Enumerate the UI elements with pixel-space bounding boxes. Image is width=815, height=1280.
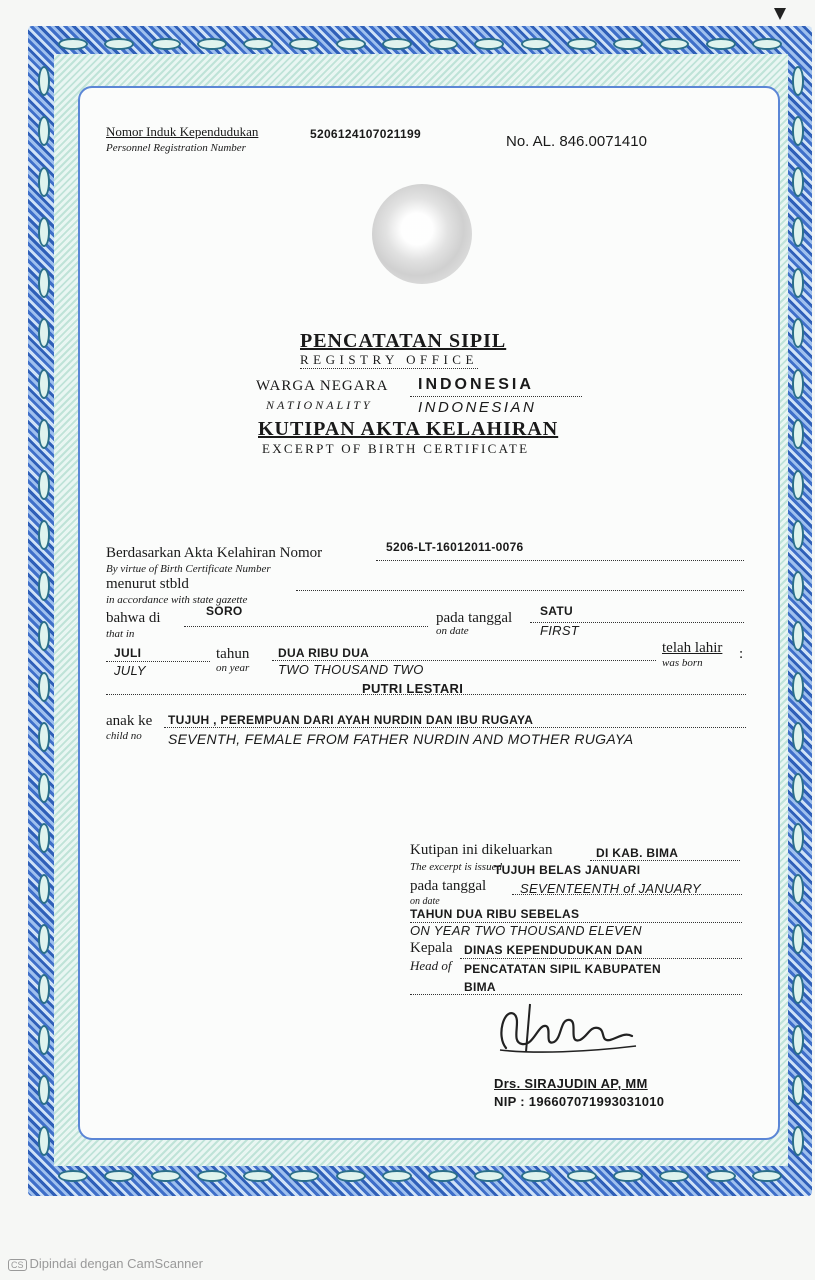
issued-sub-label: The excerpt is issued [410,861,502,873]
year-value: DUA RIBU DUA [278,646,370,660]
office-title: PENCATATAN SIPIL [300,330,507,352]
date-value: SATU [540,604,573,618]
issued-date-label: pada tanggal [410,878,487,894]
issued-year-value: TAHUN DUA RIBU SEBELAS [410,907,580,921]
head-value-line3: BIMA [464,980,496,994]
issued-label: Kutipan ini dikeluarkan [410,842,553,858]
certificate-number: No. AL. 846.0071410 [506,133,647,150]
nationality-value: INDONESIA [418,376,534,393]
office-title-en: REGISTRY OFFICE [300,352,478,367]
date-label: pada tanggal [436,610,513,626]
head-sub-label: Head of [410,958,452,973]
stbld-dotline [296,590,744,591]
place-dotline [184,626,428,627]
child-no-label: anak ke [106,713,153,729]
scanner-text: Dipindai dengan CamScanner [29,1256,203,1271]
child-name: PUTRI LESTARI [362,681,464,696]
head-label: Kepala [410,940,453,956]
document-title-en: EXCERPT OF BIRTH CERTIFICATE [262,441,530,456]
basis-sub-label: By virtue of Birth Certificate Number [106,563,271,575]
head-dotline-2 [410,994,742,995]
head-value-line1: DINAS KEPENDUDUKAN DAN [464,943,643,957]
basis-label: Berdasarkan Akta Kelahiran Nomor [106,545,323,561]
issued-date-value-en: SEVENTEENTH of JANUARY [520,881,701,896]
year-value-en: TWO THOUSAND TWO [278,662,424,677]
corner-mark [774,8,786,20]
nationality-dotline [410,396,582,397]
border-ornament-bottom [58,1170,782,1182]
embossed-seal [372,184,472,284]
month-value-en: JULY [114,663,146,678]
year-dotline [272,660,656,661]
basis-dotline [376,560,744,561]
month-dotline [106,661,210,662]
nik-sub-label: Personnel Registration Number [106,142,246,154]
place-value: SORO [206,604,243,618]
border-ornament-top [58,38,782,50]
scanner-watermark [8,1256,203,1271]
child-no-sub-label: child no [106,730,142,742]
child-no-value-en: SEVENTH, FEMALE FROM FATHER NURDIN AND MOTHER RUGAYA [168,731,634,747]
issued-year-value-en: ON YEAR TWO THOUSAND ELEVEN [410,923,642,938]
nik-value: 5206124107021199 [310,127,421,141]
document-title: KUTIPAN AKTA KELAHIRAN [258,418,559,440]
year-sub-label: on year [216,662,250,674]
nik-label: Nomor Induk Kependudukan [106,124,259,139]
month-value: JULI [114,646,142,660]
basis-value: 5206-LT-16012011-0076 [386,540,524,554]
signature [486,996,646,1066]
nationality-label: WARGA NEGARA [256,378,389,394]
stbld-sub-label: in accordance with state gazette [106,594,248,606]
nationality-label-en: NATIONALITY [266,398,373,412]
place-label: bahwa di [106,610,161,626]
child-no-value: TUJUH , PEREMPUAN DARI AYAH NURDIN DAN IBU RUGAYA [168,713,534,727]
border-ornament-right [792,66,804,1156]
issued-dotline [590,860,740,861]
born-label: telah lahir [662,640,723,656]
date-value-en: FIRST [540,623,580,638]
issued-date-dotline [512,894,742,895]
year-label: tahun [216,646,250,662]
born-colon: : [739,646,744,662]
issued-date-value: TUJUH BELAS JANUARI [494,863,641,877]
camscanner-icon: CS [8,1259,27,1271]
signer-name: Drs. SIRAJUDIN AP, MM [494,1076,648,1091]
date-sub-label: on date [436,625,469,637]
issued-date-sub-label: on date [410,896,440,907]
child-no-dotline [164,727,746,728]
head-value-line2: PENCATATAN SIPIL KABUPATEN [464,962,661,976]
border-ornament-left [38,66,50,1156]
stbld-label: menurut stbld [106,576,189,592]
name-dotline [106,694,746,695]
born-sub-label: was born [662,657,703,669]
issued-value: DI KAB. BIMA [596,846,679,860]
head-dotline-1 [460,958,742,959]
place-sub-label: that in [106,628,135,640]
signer-nip: NIP : 196607071993031010 [494,1094,665,1109]
nationality-value-en: INDONESIAN [418,399,537,416]
